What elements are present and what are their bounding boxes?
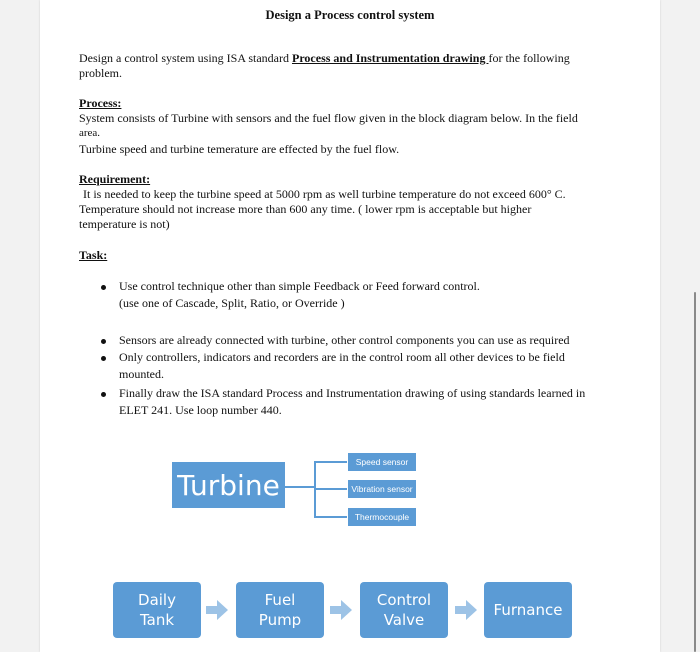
task-bullet-3-line-2: mounted. bbox=[119, 367, 164, 381]
task-bullet-1-line-1: Use control technique other than simple Feedback or Feed forward control. bbox=[119, 279, 480, 293]
control-valve-line-1: Control bbox=[376, 591, 432, 609]
connector-line bbox=[314, 516, 348, 518]
process-line-1: System consists of Turbine with sensors and the fuel flow given in the block diagram below. In the field bbox=[79, 111, 578, 125]
vibration-sensor-box: Vibration sensor bbox=[347, 479, 417, 499]
connector-line bbox=[314, 461, 348, 463]
daily-tank-box bbox=[113, 582, 201, 638]
daily-tank-line-2: Tank bbox=[139, 611, 175, 629]
document-title: Design a Process control system bbox=[265, 8, 435, 22]
fuel-pump-box bbox=[236, 582, 324, 638]
bullet-dot bbox=[101, 392, 106, 397]
task-heading: Task: bbox=[79, 248, 108, 262]
task-bullet-4-line-1: Finally draw the ISA standard Process and Instrumentation drawing of using standards learned in bbox=[119, 386, 586, 400]
task-bullet-1-line-2: (use one of Cascade, Split, Ratio, or Override ) bbox=[119, 296, 345, 310]
task-bullet-3-line-1: Only controllers, indicators and recorders are in the control room all other devices to be field bbox=[119, 350, 565, 364]
thermocouple-box: Thermocouple bbox=[347, 507, 417, 527]
intro-link-text: Process and Instrumentation drawing bbox=[291, 51, 489, 65]
turbine-box: Turbine bbox=[172, 462, 285, 508]
vertical-scrollbar[interactable] bbox=[694, 292, 696, 652]
connector-line bbox=[314, 488, 348, 490]
daily-tank-line-1: Daily bbox=[138, 591, 176, 609]
task-bullet-4-line-2: ELET 241. Use loop number 440. bbox=[119, 403, 282, 417]
speed-sensor-box: Speed sensor bbox=[347, 452, 417, 472]
requirement-line-2: Temperature should not increase more than 600 any time. ( lower rpm is acceptable but higher bbox=[79, 202, 532, 216]
requirement-line-3: temperature is not) bbox=[79, 217, 170, 231]
intro-text-before: Design a control system using ISA standard bbox=[79, 51, 292, 65]
bullet-dot bbox=[101, 285, 106, 290]
connector-line bbox=[285, 486, 315, 488]
intro-line-2: problem. bbox=[79, 66, 122, 80]
intro-line-1 bbox=[79, 51, 639, 66]
process-line-2: area. bbox=[79, 127, 101, 139]
fuel-pump-line-2: Pump bbox=[258, 611, 302, 629]
arrow-right-icon bbox=[206, 600, 228, 620]
intro-text-after: for the following bbox=[488, 51, 570, 65]
task-bullet-2-line-1: Sensors are already connected with turbine, other control components you can use as required bbox=[119, 333, 570, 347]
requirement-heading: Requirement: bbox=[79, 172, 151, 186]
control-valve-box bbox=[360, 582, 448, 638]
bullet-dot bbox=[101, 356, 106, 361]
furnance-box bbox=[484, 582, 572, 638]
arrow-right-icon bbox=[330, 600, 352, 620]
arrow-right-icon bbox=[455, 600, 477, 620]
fuel-pump-line-1: Fuel bbox=[264, 591, 296, 609]
process-heading: Process: bbox=[79, 96, 122, 110]
bullet-dot bbox=[101, 339, 106, 344]
requirement-line-1: It is needed to keep the turbine speed at 5000 rpm as well turbine temperature do not exceed 600° C. bbox=[83, 187, 566, 201]
document-page bbox=[40, 0, 660, 652]
process-line-3: Turbine speed and turbine temerature are effected by the fuel flow. bbox=[79, 142, 400, 156]
control-valve-line-2: Valve bbox=[383, 611, 425, 629]
furnance-label: Furnance bbox=[493, 601, 563, 619]
